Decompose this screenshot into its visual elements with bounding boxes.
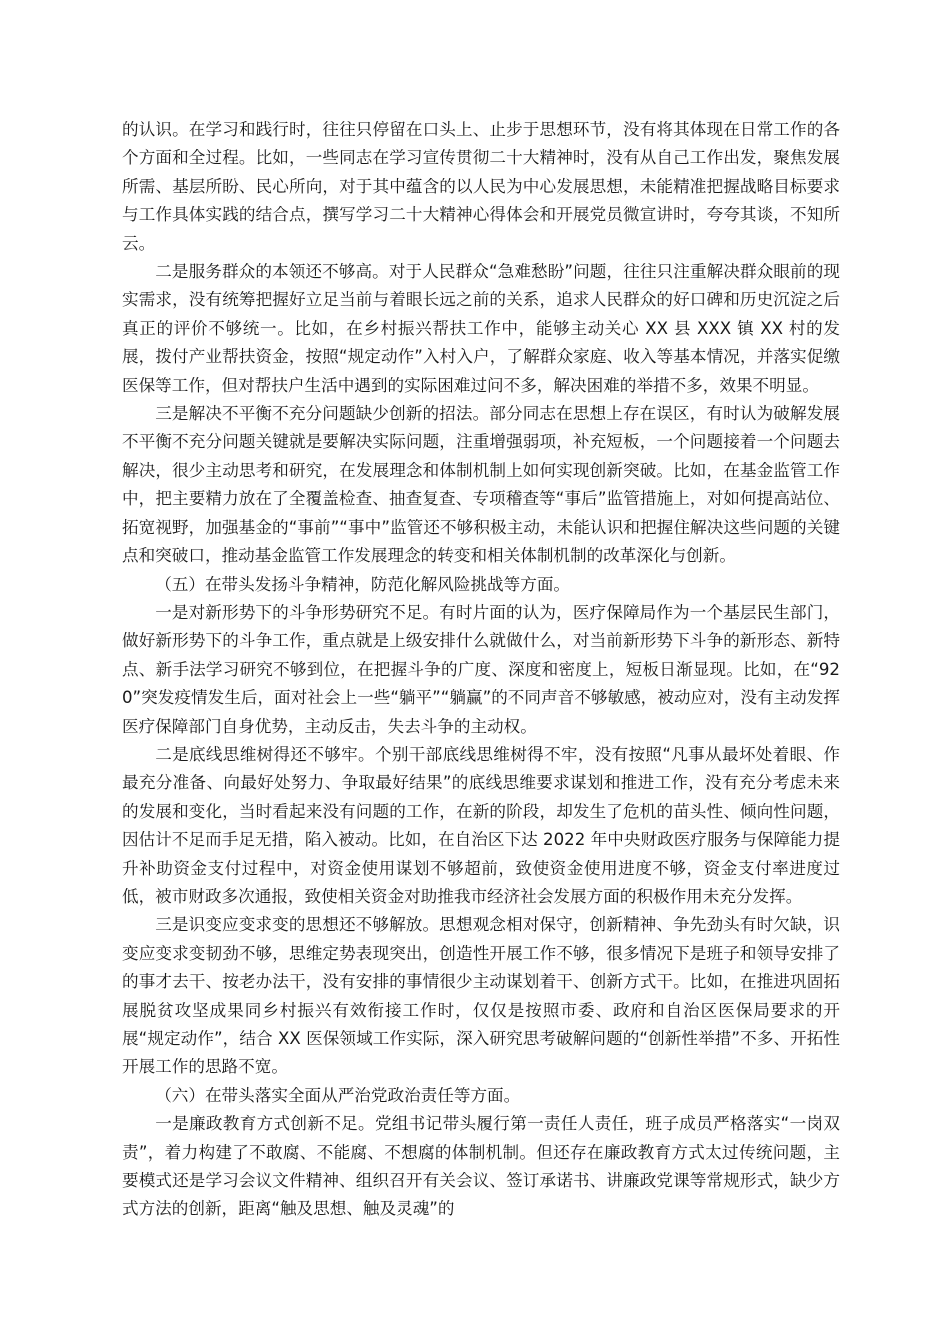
document-page: [122, 116, 840, 1224]
paragraph-serve-masses: 二是服务群众的本领还不够高。对于人民群众“急难愁盼”问题，往往只注重解决群众眼前的现实需求，没有统筹把握好立足当前与着眼长远之前的关系，追求人民群众的好口碑和历史沉淀之后真正的评价不够统一。比如，在乡村振兴帮扶工作中，能够主动关心 XX 县 XXX 镇 XX 村的发展，拨付产业帮扶资金，按照“规定动作”入村入户，了解群众家庭、收入等基本情况，并落实促缴医保等工作，但对帮扶户生活中遇到的实际困难过问不多，解决困难的举措不多，效果不明显。: [122, 262, 840, 395]
paragraph-integrity-education: 一是廉政教育方式创新不足。党组书记带头履行第一责任人责任，班子成员严格落实“一岗双责”，着力构建了不敢腐、不能腐、不想腐的体制机制。但还存在廉政教育方式太过传统问题，主要模式还是学习会议文件精神、组织召开有关会议、签订承诺书、讲廉政党课等常规形式，缺少方式方法的创新，距离“触及思想、触及灵魂”的: [122, 1114, 840, 1219]
section-heading-5: （五）在带头发扬斗争精神，防范化解风险挑战等方面。: [155, 574, 571, 594]
paragraph-bottom-line-thinking: 二是底线思维树得还不够牢。个别干部底线思维树得不牢，没有按照“凡事从最坏处着眼、作最充分准备、向最好处努力、争取最好结果”的底线思维要求谋划和推进工作，没有充分考虑未来的发展和变化，当时看起来没有问题的工作，在新的阶段，却发生了危机的苗头性、倾向性问题，因估计不足而手足无措，陷入被动。比如，在自治区下达 2022 年中央财政医疗服务与保障能力提升补助资金支付过程中，对资金使用谋划不够超前，致使资金使用进度不够，资金支付率进度过低，被市财政多次通报，致使相关资金对助推我市经济社会发展方面的积极作用未充分发挥。: [122, 744, 840, 906]
section-heading-6: （六）在带头落实全面从严治党政治责任等方面。: [155, 1085, 521, 1105]
paragraph-innovation-methods: 三是解决不平衡不充分问题缺少创新的招法。部分同志在思想上存在误区，有时认为破解发展不平衡不充分问题关键就是要解决实际问题，注重增强弱项，补充短板，一个问题接着一个问题去解决，很少主动思考和研究，在发展理念和体制机制上如何实现创新突破。比如，在基金监管工作中，把主要精力放在了全覆盖检查、抽查复查、专项稽查等“事后”监管措施上，对如何提高站位、拓宽视野，加强基金的“事前”“事中”监管还不够积极主动，未能认识和把握住解决这些问题的关键点和突破口，推动基金监管工作发展理念的转变和相关体制机制的改革深化与创新。: [122, 404, 840, 566]
paragraph-struggle-research: 一是对新形势下的斗争形势研究不足。有时片面的认为，医疗保障局作为一个基层民生部门，做好新形势下的斗争工作，重点就是上级安排什么就做什么，对当前新形势下斗争的新形态、新特点、新手法学习研究不够到位，在把握斗争的广度、深度和密度上，短板日渐显现。比如，在“920”突发疫情发生后，面对社会上一些“躺平”“躺赢”的不同声音不够敏感，被动应对，没有主动发挥医疗保障部门自身优势，主动反击，失去斗争的主动权。: [122, 602, 840, 736]
paragraph-adapt-to-change: 三是识变应变求变的思想还不够解放。思想观念相对保守，创新精神、争先劲头有时欠缺，识变应变求变韧劲不够，思维定势表现突出，创造性开展工作不够，很多情况下是班子和领导安排了的事才去干、按老办法干，没有安排的事情很少主动谋划着干、创新方式干。比如，在推进巩固拓展脱贫攻坚成果同乡村振兴有效衔接工作时，仅仅是按照市委、政府和自治区医保局要求的开展“规定动作”，结合 XX 医保领域工作实际，深入研究思考破解问题的“创新性举措”不多、开拓性开展工作的思路不宽。: [122, 915, 840, 1077]
paragraph-continued-understanding: 的认识。在学习和践行时，往往只停留在口头上、止步于思想环节，没有将其体现在日常工作的各个方面和全过程。比如，一些同志在学习宣传贯彻二十大精神时，没有从自己工作出发，聚焦发展所需、基层所盼、民心所向，对于其中蕴含的以人民为中心发展思想，未能精准把握战略目标要求与工作具体实践的结合点，撰写学习二十大精神心得体会和开展党员微宣讲时，夸夸其谈，不知所云。: [122, 120, 840, 253]
